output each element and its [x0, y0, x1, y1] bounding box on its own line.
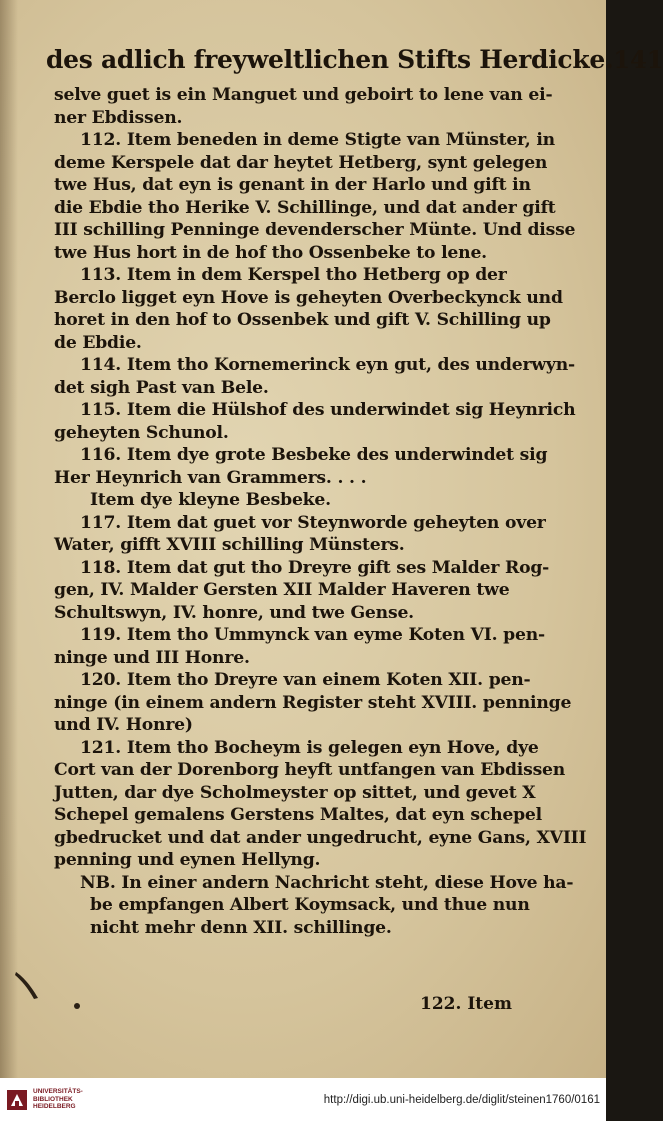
text-line: geheyten Schunol.: [54, 422, 229, 443]
text-line: 112. Item beneden in deme Stigte van Münster, in: [80, 130, 555, 150]
text-line: Her Heynrich van Grammers. . . .: [54, 467, 367, 488]
text-line: nicht mehr denn XII. schillinge.: [90, 917, 392, 938]
text-line: Water, gifft XVIII schilling Münsters.: [54, 535, 405, 555]
text-line: III schilling Penninge devenderscher Münte. Und disse: [54, 220, 576, 240]
text-line: ninge (in einem andern Register steht XVIII. penninge: [54, 692, 572, 713]
text-line: horet in den hof to Ossenbek und gift V. Schilling up: [54, 310, 551, 330]
text-line: det sigh Past van Bele.: [54, 377, 269, 398]
text-line: deme Kerspele dat dar heytet Hetberg, synt gelegen: [54, 152, 548, 173]
text-line: die Ebdie tho Herike V. Schillinge, und dat ander gift: [54, 197, 556, 218]
ink-dot-mark: [74, 1003, 80, 1009]
logo-line: HEIDELBERG: [33, 1103, 76, 1111]
text-line: Berclo ligget eyn Hove is geheyten Overbeckynck und: [54, 287, 563, 308]
text-line: penning und eynen Hellyng.: [54, 850, 321, 870]
library-name: [33, 1088, 83, 1111]
text-line: Schultswyn, IV. honre, und twe Gense.: [54, 602, 414, 623]
text-line: 117. Item dat guet vor Steynworde geheyten over: [80, 512, 546, 533]
text-line: NB. In einer andern Nachricht steht, diese Hove ha-: [80, 872, 574, 893]
ink-blot-mark: [12, 968, 42, 1002]
text-line: ninge und III Honre.: [54, 647, 250, 668]
body-text: [54, 84, 587, 939]
catchword: 122. Item: [420, 994, 512, 1014]
text-line: de Ebdie.: [54, 332, 142, 353]
text-line: ner Ebdissen.: [54, 107, 183, 128]
running-header: [46, 34, 663, 74]
text-line: twe Hus, dat eyn is genant in der Harlo und gift in: [54, 175, 531, 195]
text-line: be empfangen Albert Koymsack, und thue nun: [90, 895, 530, 915]
header-title: des adlich freyweltlichen Stifts Herdicke.: [46, 45, 614, 74]
text-line: 115. Item die Hülshof des underwindet sig Heynrich: [80, 400, 576, 420]
library-seal-icon: [6, 1089, 28, 1111]
text-line: und IV. Honre): [54, 715, 193, 735]
text-line: 118. Item dat gut tho Dreyre gift ses Malder Rog-: [80, 557, 550, 578]
library-logo[interactable]: [6, 1088, 83, 1111]
text-line: selve guet is ein Manguet und geboirt to lene van ei-: [54, 85, 553, 105]
text-line: 116. Item dye grote Besbeke des underwindet sig: [80, 445, 548, 465]
text-line: 114. Item tho Kornemerinck eyn gut, des underwyn-: [80, 355, 575, 375]
text-line: Item dye kleyne Besbeke.: [90, 490, 331, 510]
logo-line: UNIVERSITÄTS-: [33, 1088, 83, 1096]
text-line: gen, IV. Malder Gersten XII Malder Haveren twe: [54, 580, 510, 600]
footer-bar: [0, 1078, 606, 1121]
text-line: 120. Item tho Dreyre van einem Koten XII. pen-: [80, 670, 531, 690]
text-line: Jutten, dar dye Scholmeyster op sittet, und gevet X: [54, 782, 536, 803]
text-line: twe Hus hort in de hof tho Ossenbeke to lene.: [54, 242, 487, 263]
text-line: 113. Item in dem Kerspel tho Hetberg op der: [80, 265, 507, 285]
page-number: 141: [613, 45, 663, 74]
logo-line: BIBLIOTHEK: [33, 1095, 73, 1103]
text-line: Schepel gemalens Gerstens Maltes, dat eyn schepel: [54, 805, 542, 825]
source-url-link[interactable]: http://digi.ub.uni-heidelberg.de/diglit/steinen1760/0161: [323, 1093, 600, 1106]
text-line: Cort van der Dorenborg heyft untfangen van Ebdissen: [54, 760, 566, 780]
text-line: 119. Item tho Ummynck van eyme Koten VI. pen-: [80, 625, 545, 645]
text-line: 121. Item tho Bocheym is gelegen eyn Hove, dye: [80, 737, 539, 758]
text-line: gbedrucket und dat ander ungedrucht, eyne Gans, XVIII: [54, 827, 587, 848]
